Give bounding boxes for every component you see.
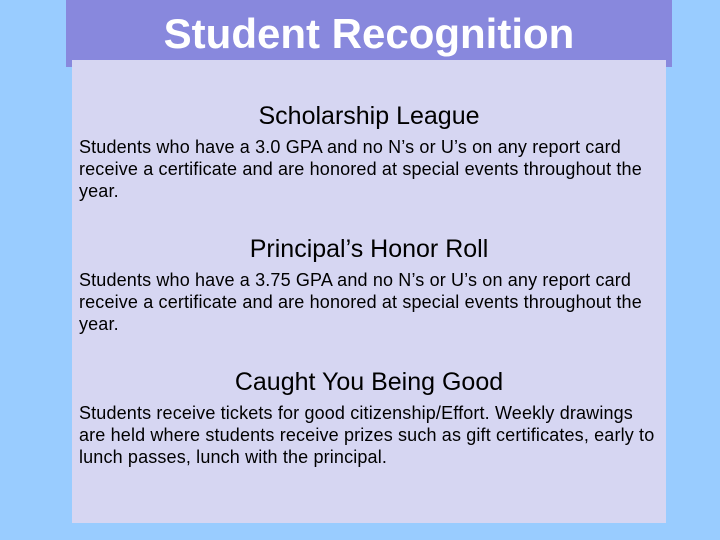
section-body-scholarship-league: Students who have a 3.0 GPA and no N’s or U’s on any report card receive a certificate and are honored at special events throughout the year.	[79, 137, 642, 201]
section-heading-caught-you-being-good: Caught You Being Good	[234, 368, 504, 396]
page-title: Student Recognition	[163, 10, 575, 57]
section-heading-scholarship-league: Scholarship League	[258, 102, 480, 130]
section-heading-principals-honor-roll: Principal’s Honor Roll	[249, 235, 489, 263]
section-body-caught-you-being-good: Students receive tickets for good citizenship/Effort. Weekly drawings are held where students receive prizes such as gift certificates, early to lunch passes, lunch with the principal.	[79, 403, 655, 467]
section-body-principals-honor-roll: Students who have a 3.75 GPA and no N’s or U’s on any report card receive a certificate and are honored at special events throughout the year.	[79, 270, 642, 334]
